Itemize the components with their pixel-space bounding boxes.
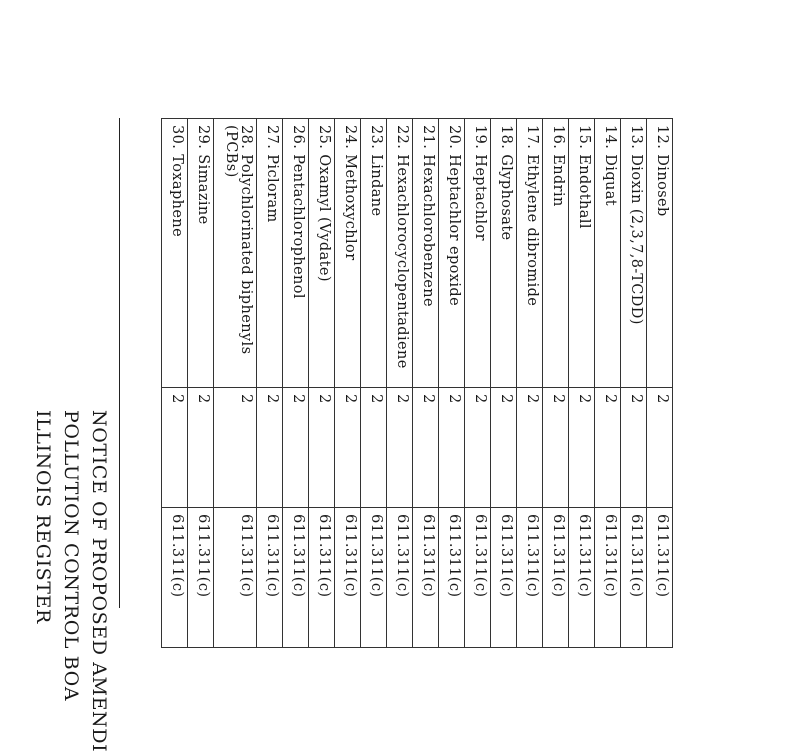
table-row <box>491 119 517 648</box>
table-row <box>283 119 309 648</box>
section-cell: 611.311(c) <box>257 508 283 648</box>
value-cell: 2 <box>188 388 214 508</box>
contaminant-name-cell: 25. Oxamyl (Vydate) <box>309 119 335 388</box>
section-cell: 611.311(c) <box>569 508 595 648</box>
section-cell: 611.311(c) <box>621 508 647 648</box>
table-row <box>543 119 569 648</box>
value-cell: 2 <box>214 388 257 508</box>
table-row <box>595 119 621 648</box>
table-row <box>439 119 465 648</box>
table-row <box>188 119 214 648</box>
value-cell: 2 <box>491 388 517 508</box>
value-cell: 2 <box>647 388 673 508</box>
contaminant-name-cell: 14. Diquat <box>595 119 621 388</box>
contaminant-name-cell: 23. Lindane <box>361 119 387 388</box>
section-cell: 611.311(c) <box>214 508 257 648</box>
section-cell: 611.311(c) <box>413 508 439 648</box>
section-cell: 611.311(c) <box>188 508 214 648</box>
contaminant-name-cell: 28. Polychlorinated biphenyls (PCBs) <box>214 119 257 388</box>
section-cell: 611.311(c) <box>309 508 335 648</box>
value-cell: 2 <box>569 388 595 508</box>
value-cell: 2 <box>465 388 491 508</box>
section-cell: 611.311(c) <box>543 508 569 648</box>
table-row <box>162 119 188 648</box>
notice-title: NOTICE OF PROPOSED AMENDI <box>88 410 110 752</box>
contaminant-table <box>161 118 673 648</box>
contaminant-name-cell: 30. Toxaphene <box>162 119 188 388</box>
header-rule <box>119 118 120 608</box>
value-cell: 2 <box>283 388 309 508</box>
board-title: POLLUTION CONTROL BOA <box>60 410 82 702</box>
contaminant-name-cell: 16. Endrin <box>543 119 569 388</box>
contaminant-name-cell: 26. Pentachlorophenol <box>283 119 309 388</box>
value-cell: 2 <box>387 388 413 508</box>
table-row <box>257 119 283 648</box>
contaminant-name-cell: 18. Glyphosate <box>491 119 517 388</box>
value-cell: 2 <box>335 388 361 508</box>
section-cell: 611.311(c) <box>491 508 517 648</box>
table-row <box>335 119 361 648</box>
contaminant-name-cell: 17. Ethylene dibromide <box>517 119 543 388</box>
contaminant-name-cell: 22. Hexachlorocyclopentadiene <box>387 119 413 388</box>
value-cell: 2 <box>543 388 569 508</box>
section-cell: 611.311(c) <box>595 508 621 648</box>
contaminant-name-cell: 13. Dioxin (2,3,7,8-TCDD) <box>621 119 647 388</box>
table-row <box>361 119 387 648</box>
table-row <box>413 119 439 648</box>
value-cell: 2 <box>361 388 387 508</box>
contaminant-name-cell: 15. Endothall <box>569 119 595 388</box>
section-cell: 611.311(c) <box>335 508 361 648</box>
section-cell: 611.311(c) <box>361 508 387 648</box>
contaminant-name-cell: 24. Methoxychlor <box>335 119 361 388</box>
section-cell: 611.311(c) <box>465 508 491 648</box>
table-row <box>569 119 595 648</box>
contaminant-name-cell: 29. Simazine <box>188 119 214 388</box>
value-cell: 2 <box>162 388 188 508</box>
section-cell: 611.311(c) <box>283 508 309 648</box>
contaminant-name-cell: 27. Picloram <box>257 119 283 388</box>
value-cell: 2 <box>621 388 647 508</box>
table-row <box>387 119 413 648</box>
table-row <box>647 119 673 648</box>
table-row <box>517 119 543 648</box>
contaminant-name-cell: 19. Heptachlor <box>465 119 491 388</box>
value-cell: 2 <box>439 388 465 508</box>
contaminant-name-cell: 12. Dinoseb <box>647 119 673 388</box>
section-cell: 611.311(c) <box>387 508 413 648</box>
value-cell: 2 <box>413 388 439 508</box>
contaminant-name-cell: 21. Hexachlorobenzene <box>413 119 439 388</box>
section-cell: 611.311(c) <box>517 508 543 648</box>
section-cell: 611.311(c) <box>647 508 673 648</box>
table-row <box>309 119 335 648</box>
value-cell: 2 <box>257 388 283 508</box>
table-row <box>214 119 257 648</box>
value-cell: 2 <box>595 388 621 508</box>
value-cell: 2 <box>517 388 543 508</box>
section-cell: 611.311(c) <box>162 508 188 648</box>
register-title: ILLINOIS REGISTER <box>32 410 54 624</box>
section-cell: 611.311(c) <box>439 508 465 648</box>
value-cell: 2 <box>309 388 335 508</box>
contaminant-name-cell: 20. Heptachlor epoxide <box>439 119 465 388</box>
table-row <box>621 119 647 648</box>
table-row <box>465 119 491 648</box>
